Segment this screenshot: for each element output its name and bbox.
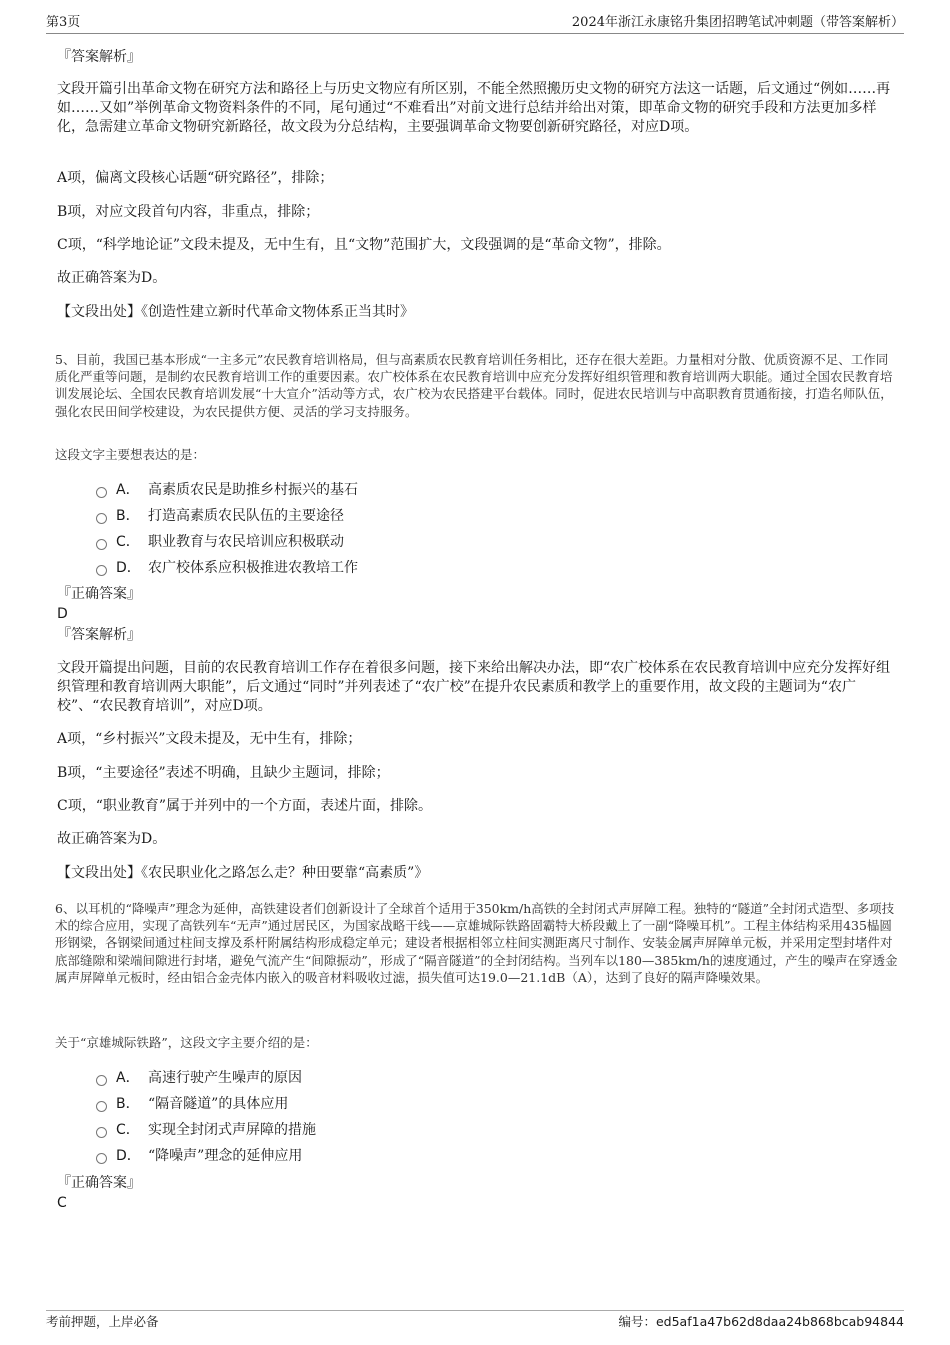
- q6-stem: 6、以耳机的“降噪声”理念为延伸，高铁建设者们创新设计了全球首个适用于350km/h高铁的全封闭式声屏障工程。独特的“隧道”全封闭式造型、多项技术的综合应用，实现了高铁列车“无声”通过居民区，为国家战略干线——京雄城际铁路固霸特大桥段戴上了一副“降噪耳机”。工程主体结构采用435榀圆形钢梁，各钢梁间通过柱间支撑及系杆附属结构形成稳定单元；建设者根据相邻立柱间实测距离尺寸制作、安装金属声屏障单元板，并采用定型封堵件对底部缝隙和梁端间隙进行封堵，避免气流产生“间隙振动”，形成了“隔音隧道”的全封闭结构。当列车以180—385km/h的速度通过，产生的噪声在穿透金属声屏障单元板时，经由铝合金壳体内嵌入的吸音材料吸收过滤，损失值可达19.0—21.1dB（A），达到了良好的隔声降噪效果。: [55, 901, 898, 985]
- q5-analysis-paragraph: 文段开篇提出问题，目前的农民教育培训工作存在着很多问题，接下来给出解决办法，即“农广校体系在农民教育培训中应充分发挥好组织管理和教育培训两大职能”，后文通过“同时”并列表述了“农广校”在提升农民素质和教学上的重要作用，故文段的主题词为“农广校”、“农民教育培训”，对应D项。: [57, 660, 891, 714]
- q6-option-b[interactable]: [96, 1094, 288, 1114]
- q6-option-c[interactable]: [96, 1120, 316, 1140]
- q5-option-a[interactable]: [96, 480, 358, 500]
- radio-icon[interactable]: [96, 565, 107, 576]
- radio-icon[interactable]: [96, 487, 107, 498]
- q5-answer-label: 『正确答案』: [57, 586, 141, 602]
- q5-answer: D: [57, 606, 68, 622]
- option-letter: D．: [116, 1148, 141, 1164]
- option-letter: C．: [116, 1122, 140, 1138]
- radio-icon[interactable]: [96, 1101, 107, 1112]
- option-letter: C．: [116, 534, 140, 550]
- q5-source: 【文段出处】《农民职业化之路怎么走？种田要靠“高素质”》: [57, 865, 429, 881]
- option-letter: D．: [116, 560, 141, 576]
- option-letter: A．: [116, 482, 140, 498]
- q5-option-c[interactable]: [96, 532, 344, 552]
- radio-icon[interactable]: [96, 539, 107, 550]
- q5-analysis-option-b: B项，“主要途径”表述不明确，且缺少主题词，排除；: [57, 765, 390, 781]
- option-letter: B．: [116, 508, 140, 524]
- q5-analysis-option-a: A项，“乡村振兴”文段未提及，无中生有，排除；: [57, 731, 362, 747]
- q5-analysis-option-c: C项，“职业教育”属于并列中的一个方面，表述片面，排除。: [57, 798, 433, 814]
- q4-analysis-label: 『答案解析』: [57, 49, 141, 65]
- q5-stem: 5、目前，我国已基本形成“一主多元”农民教育培训格局，但与高素质农民教育培训任务相比，还存在很大差距。力量相对分散、优质资源不足、工作同质化严重等问题，是制约农民教育培训工作的重要因素。农广校体系在农民教育培训中应充分发挥好组织管理和教育培训两大职能。通过全国农民教育培训发展论坛、全国农民教育培训发展“十大宣介”活动等方式，农广校为农民搭建平台载体。同时，促进农民培训与中高职教育贯通衔接，打造名师队伍，强化农民田间学校建设，为农民提供方便、灵活的学习支持服务。: [55, 352, 893, 419]
- option-text: 实现全封闭式声屏障的措施: [148, 1122, 316, 1138]
- option-text: 农广校体系应积极推进农教培工作: [148, 560, 358, 576]
- q6-option-a[interactable]: [96, 1068, 302, 1088]
- q5-conclusion: 故正确答案为D。: [57, 831, 167, 847]
- q4-analysis-option-c: C项，“科学地论证”文段未提及，无中生有，且“文物”范围扩大，文段强调的是“革命文物”，排除。: [57, 237, 671, 253]
- footer-slogan: 考前押题，上岸必备: [46, 1314, 159, 1329]
- document-title: 2024年浙江永康铭升集团招聘笔试冲刺题（带答案解析）: [571, 15, 904, 30]
- q5-prompt: 这段文字主要想表达的是：: [55, 447, 206, 462]
- q4-analysis-paragraph: 文段开篇引出革命文物在研究方法和路径上与历史文物应有所区别，不能全然照搬历史文物的研究方法这一话题，后文通过“例如……再如……又如”举例革命文物资料条件的不同，尾句通过“不难看出”对前文进行总结并给出对策，即革命文物的研究手段和方法更加多样化，急需建立革命文物研究新路径，故文段为分总结构，主要强调革命文物要创新研究路径，对应D项。: [57, 81, 891, 135]
- option-text: 职业教育与农民培训应积极联动: [148, 534, 344, 550]
- option-text: 高素质农民是助推乡村振兴的基石: [148, 482, 358, 498]
- radio-icon[interactable]: [96, 513, 107, 524]
- q5-analysis-label: 『答案解析』: [57, 627, 141, 643]
- option-text: “降噪声”理念的延伸应用: [148, 1148, 303, 1164]
- option-text: 打造高素质农民队伍的主要途径: [148, 508, 344, 524]
- radio-icon[interactable]: [96, 1127, 107, 1138]
- q6-answer: C: [57, 1195, 67, 1211]
- option-text: “隔音隧道”的具体应用: [148, 1096, 289, 1112]
- q6-prompt: 关于“京雄城际铁路”，这段文字主要介绍的是：: [55, 1035, 318, 1050]
- q4-analysis-option-a: A项，偏离文段核心话题“研究路径”，排除；: [57, 170, 334, 186]
- option-letter: B．: [116, 1096, 140, 1112]
- page-header: [46, 15, 904, 34]
- radio-icon[interactable]: [96, 1153, 107, 1164]
- q4-source: 【文段出处】《创造性建立新时代革命文物体系正当其时》: [57, 304, 414, 320]
- radio-icon[interactable]: [96, 1075, 107, 1086]
- option-text: 高速行驶产生噪声的原因: [148, 1070, 302, 1086]
- q4-conclusion: 故正确答案为D。: [57, 270, 167, 286]
- page-number: 第3页: [46, 15, 81, 30]
- option-letter: A．: [116, 1070, 140, 1086]
- q6-answer-label: 『正确答案』: [57, 1175, 141, 1191]
- q4-analysis-option-b: B项，对应文段首句内容，非重点，排除；: [57, 204, 320, 220]
- q5-option-b[interactable]: [96, 506, 344, 526]
- q6-option-d[interactable]: [96, 1146, 302, 1166]
- q5-option-d[interactable]: [96, 558, 358, 578]
- footer-code: 编号：ed5af1a47b62d8daa24b868bcab94844: [618, 1314, 904, 1329]
- footer-divider: [46, 1310, 904, 1311]
